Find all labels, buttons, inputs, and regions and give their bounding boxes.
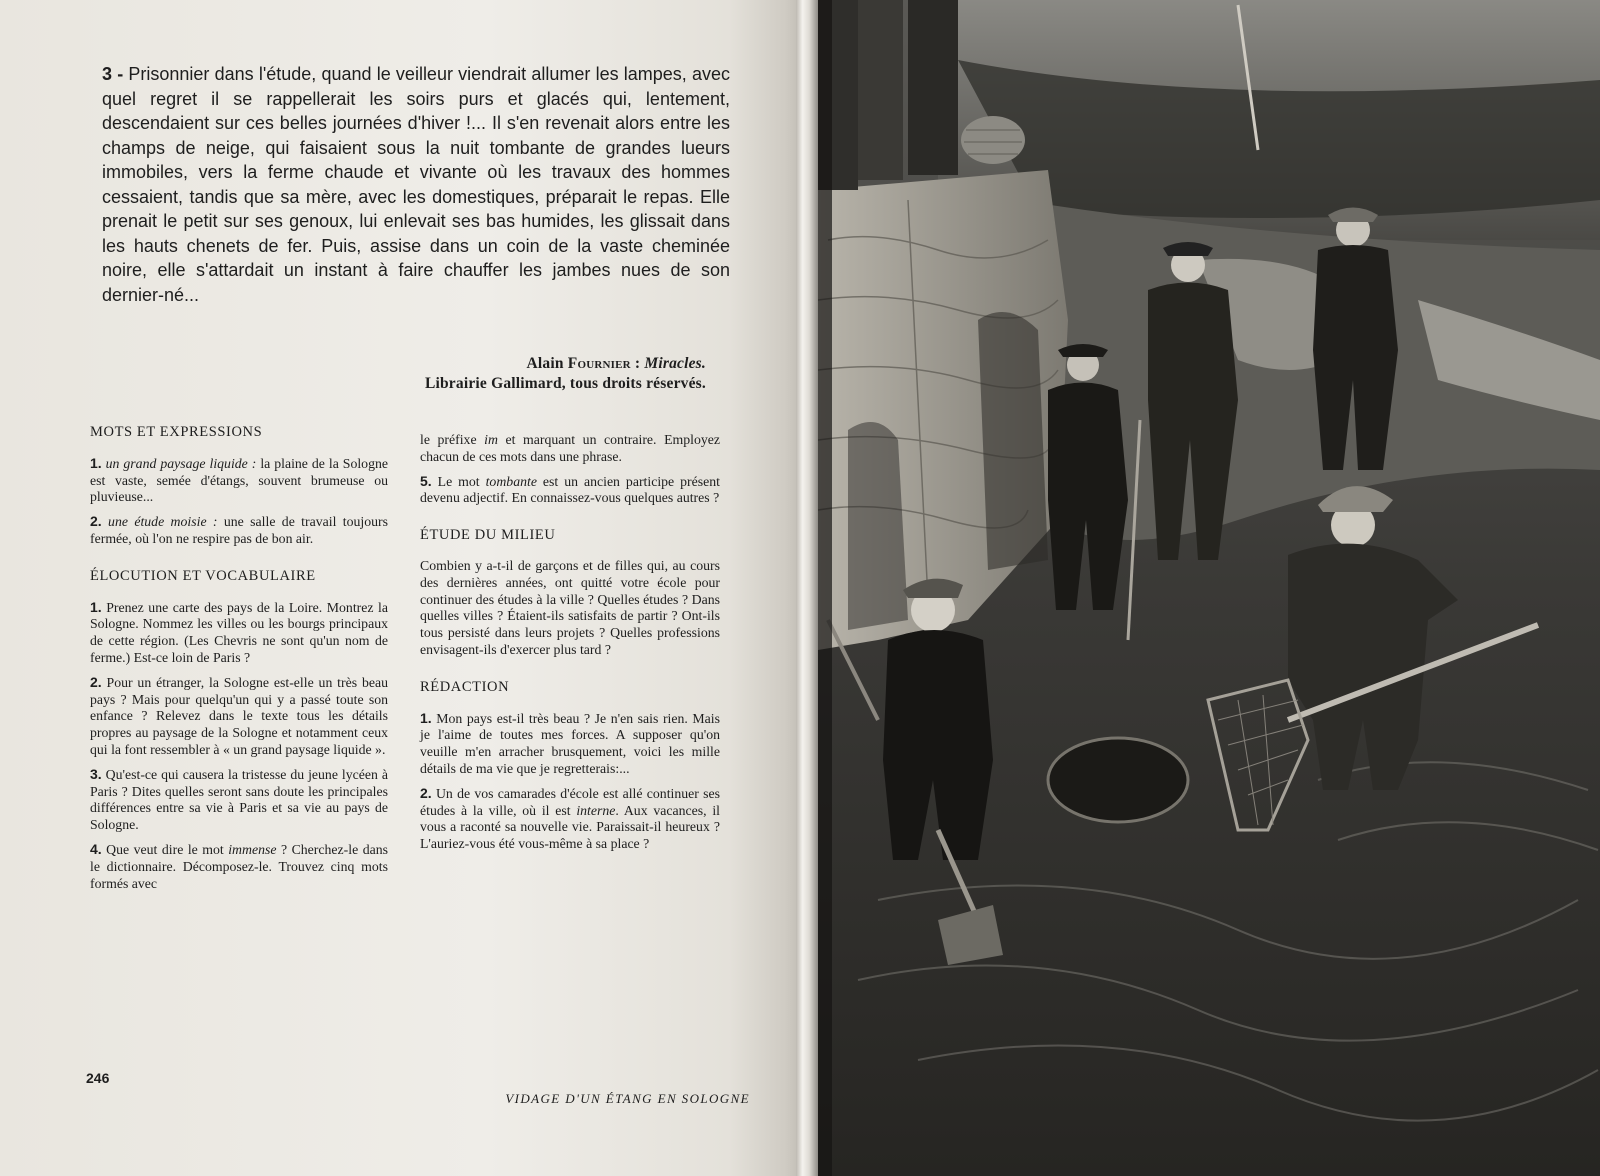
author-first-name: Alain	[526, 355, 568, 372]
author-last-name: Fournier	[567, 355, 631, 372]
section-heading: ÉTUDE DU MILIEU	[420, 527, 556, 544]
section-heading: RÉDACTION	[420, 678, 510, 695]
work-title: Miracles.	[644, 355, 706, 372]
exercise-item: 2. Pour un étranger, la Sologne est-elle un très beau pays ? Mais pour quelqu'un qui y a passé toute son enfance ? Relevez dans le texte tous les détails propres au paysage de la Sologne et notamment ceux qui la font ressembler à « un grand paysage liquide ».	[90, 673, 388, 757]
photo-illustration	[818, 0, 1600, 1176]
exercise-item: 1. un grand paysage liquide : la plaine de la Sologne est vaste, semée d'étangs, souvent brumeuse ou pluvieuse...	[90, 454, 388, 505]
section-heading: ÉLOCUTION ET VOCABULAIRE	[90, 567, 316, 584]
attribution-author-line	[330, 354, 706, 374]
page-number: 246	[86, 1070, 110, 1086]
attribution	[330, 354, 706, 394]
exercise-item: 3. Qu'est-ce qui causera la tristesse du jeune lycéen à Paris ? Dites quelles seront sans doute les principales différences entre sa vie à Paris et sa vie au pays de Sologne.	[90, 765, 388, 833]
section-elocution	[90, 568, 388, 893]
exercise-item: Combien y a-t-il de garçons et de filles qui, au cours des dernières années, ont quitté votre école pour continuer des études à la ville ? Quelles études ? Dans quelles villes ? Étaient-ils satisfaits de partir ? Ont-ils tous persisté dans leurs projets ? Quelles professions envisagent-ils d'exercer plus tard ?	[420, 557, 720, 657]
section-redaction	[420, 679, 720, 853]
section-etude-milieu	[420, 527, 720, 659]
section-mots-expressions	[90, 424, 388, 548]
exercise-item: 4. Que veut dire le mot immense ? Cherchez-le dans le dictionnaire. Décomposez-le. Trouvez cinq mots formés avec	[90, 840, 388, 891]
book-gutter	[796, 0, 818, 1176]
passage-text	[102, 62, 730, 307]
passage-body: Prisonnier dans l'étude, quand le veilleur viendrait allumer les lampes, avec quel regret il se rappellerait les soirs purs et glacés qui, lentement, descendaient sur ces belles journées d'hiver !... Il s'en revenait alors entre les champs de neige, qui faisaient sous la nuit tombante de grandes lueurs immobiles, vers la ferme chaude et vivante où les travaux des hommes cessaient, tandis que sa mère, avec les domestiques, préparait le repas. Elle prenait le petit sur ses genoux, lui enlevait ses bas humides, les glissait dans les hauts chenets de fer. Puis, assise dans un coin de la vaste cheminée noire, elle s'attardait un instant à faire chauffer les jambes nues de son dernier-né...	[102, 64, 730, 305]
exercise-item: 1. Mon pays est-il très beau ? Je n'en sais rien. Mais je l'aime de toutes mes forces. A supposer qu'on veuille m'en arracher brusquement, voici les mille détails de ma vie que je regretterais:...	[420, 709, 720, 776]
exercise-item: 2. une étude moisie : une salle de travail toujours fermée, où l'on ne respire pas de bon air.	[90, 513, 388, 546]
passage-number: 3 -	[102, 64, 124, 84]
exercise-item: 2. Un de vos camarades d'école est allé continuer ses études à la ville, où il est interne. Aux vacances, il vous a raconté sa nouvelle vie. Paraissait-il heureux ? L'auriez-vous été vous-même à sa place ?	[420, 784, 720, 852]
exercise-column-left	[90, 424, 388, 912]
attribution-separator: :	[630, 355, 645, 372]
photo-caption: VIDAGE D'UN ÉTANG EN SOLOGNE	[505, 1091, 750, 1106]
exercise-item: 5. Le mot tombante est un ancien participe présent devenu adjectif. En connaissez-vous quelques autres ?	[420, 472, 720, 506]
exercise-item: 1. Prenez une carte des pays de la Loire. Montrez la Sologne. Nommez les villes ou les bourgs principaux de cette région. (Les Chevris ne sont qu'un nom de ferme.) Est-ce loin de Paris ?	[90, 598, 388, 665]
pond-draining-photo	[818, 0, 1600, 1176]
attribution-publisher: Librairie Gallimard, tous droits réservés.	[424, 375, 706, 392]
section-elocution-continued	[420, 432, 720, 507]
section-heading: MOTS ET EXPRESSIONS	[90, 424, 263, 440]
exercise-column-right	[420, 432, 720, 873]
exercise-item-continued: le préfixe im et marquant un contraire. Employez chacun de ces mots dans une phrase.	[420, 432, 720, 464]
